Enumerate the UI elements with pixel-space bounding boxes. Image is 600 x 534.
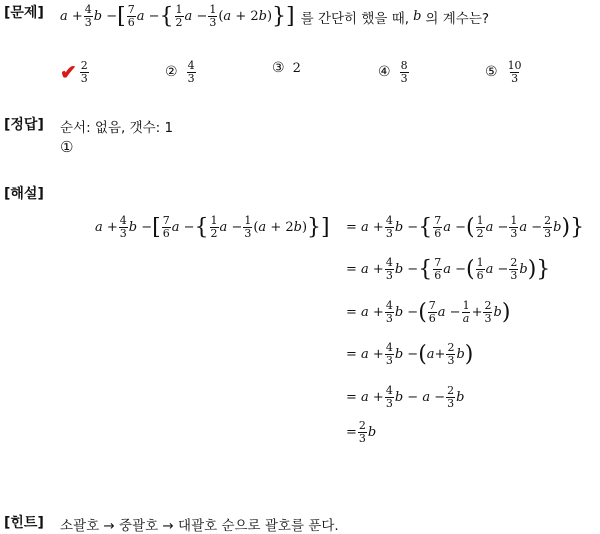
problem-question: 의 계수는?	[425, 10, 490, 27]
answer-line-1: 순서: 없음, 갯수: 1	[60, 120, 174, 136]
explanation-step-4: = a + $\frac{4}{3}$ b − ( a + $\frac{2}{3}$ b )	[346, 341, 474, 367]
problem-expression: a + $\frac{4}{3}$ b − [ $\frac{7}{6}$ a − { $\frac{1}{2}$ a − $\frac{1}{3}$ (a + 2b) } ] 를 간단히 했을 때, b 의 계수는?	[60, 3, 490, 29]
explanation-step-1: = a + $\frac{4}{3}$ b − { $\frac{7}{6}$ a − ( $\frac{1}{2}$ a − $\frac{1}{3}$ a − $\frac{2}{3}$ b ) }	[346, 214, 585, 240]
explanation-step-2: = a + $\frac{4}{3}$ b − { $\frac{7}{6}$ a − ( $\frac{1}{6}$ a − $\frac{2}{3}$ b ) }	[346, 256, 551, 282]
answer-label: [정답]	[4, 117, 44, 133]
explanation-lhs: a + $\frac{4}{3}$ b − [ $\frac{7}{6}$ a − { $\frac{1}{2}$ a − $\frac{1}{3}$ (a + 2b) } ]	[95, 214, 330, 240]
explanation-step-3: = a + $\frac{4}{3}$ b − ( $\frac{7}{6}$ a − $\frac{1}{a}$ + $\frac{2}{3}$ b )	[346, 299, 511, 325]
problem-suffix: 를 간단히 했을 때,	[300, 10, 410, 27]
answer-line-2: ①	[60, 138, 74, 156]
problem-label: [문제]	[4, 5, 44, 21]
check-mark-icon: ✔	[60, 60, 77, 85]
option-1[interactable]: ✔ $\frac{2}{3}$	[60, 59, 88, 85]
hint-label: [힌트]	[4, 515, 44, 531]
option-2[interactable]: ② $\frac{4}{3}$	[165, 59, 195, 85]
option-3[interactable]: ③ 2	[272, 60, 301, 76]
explanation-step-6: = $\frac{2}{3}$ b	[346, 419, 377, 445]
explanation-label: [해설]	[4, 186, 44, 202]
hint-text: 소괄호 → 중괄호 → 대괄호 순으로 괄호를 푼다.	[60, 518, 339, 534]
problem-variable: b	[413, 9, 422, 24]
option-5[interactable]: ⑤ $\frac{10}{3}$	[485, 59, 522, 85]
explanation-step-5: = a + $\frac{4}{3}$ b − a − $\frac{2}{3}$ b	[346, 384, 465, 410]
option-4[interactable]: ④ $\frac{8}{3}$	[378, 59, 408, 85]
